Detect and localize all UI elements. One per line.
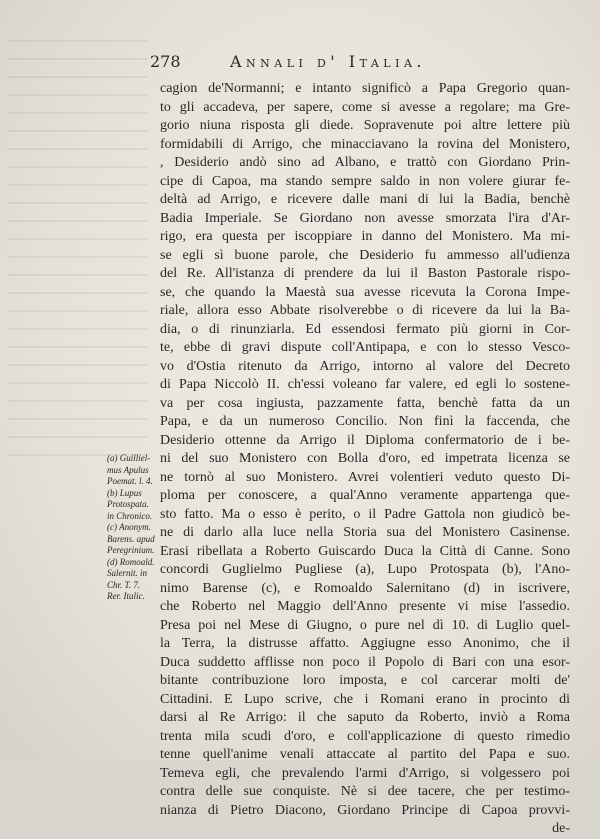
- text-line: ni del suo Monistero con Bolla d'oro, ed impetrata licenza se: [160, 451, 570, 466]
- text-line: Desiderio ottenne da Arrigo il Diploma confermatorio de i be-: [160, 432, 570, 448]
- text-line: contra delle sue conquiste. Nè si dee tacere, che per testimo-: [160, 784, 570, 799]
- text-line: tenne quell'anime venali attaccate al partito del Papa e suo.: [160, 747, 570, 762]
- margin-note-line: Salernit. in: [107, 568, 147, 578]
- margin-note-line: Poemat. l. 4.: [107, 476, 153, 486]
- margin-notes: [107, 453, 163, 603]
- text-line: concordi Guglielmo Pugliese (a), Lupo Protospata (b), l'Ano-: [160, 562, 570, 577]
- text-line: Temeva egli, che prevalendo l'armi d'Arrigo, si volgessero poi: [160, 765, 570, 781]
- margin-note-line: Chr. T. 7.: [107, 579, 141, 590]
- margin-note-line: Protospata.: [107, 499, 149, 509]
- text-line: cipe di Capoa, ma stando sempre saldo in non volere giurar fe-: [160, 173, 570, 189]
- text-line: ploma per conoscere, a qual'Anno veramente appartenga que-: [160, 488, 570, 503]
- text-line: dia, o di rinunziarla. Ed essendosi fermato più giorni in Cor-: [160, 321, 570, 337]
- text-line: rigo, era questa per iscoppiare in danno del Monistero. Ma mi-: [160, 229, 570, 244]
- text-line: Papa, e da un numeroso Concilio. Non finì la faccenda, che: [160, 414, 570, 429]
- text-line: Presa poi nel Mese di Giugno, o pure nel dì 10. di Luglio quel-: [160, 617, 570, 633]
- text-line: di Papa Niccolò II. ch'essi voleano far valere, ed egli lo sostene-: [160, 377, 570, 392]
- margin-note-line: Rer. Italic.: [107, 591, 145, 601]
- text-line: se egli sì buone parole, che Desiderio fu ammesso all'udienza: [160, 247, 570, 263]
- text-line: to gli accadeva, per sapere, come si avesse a regolare; ma Gre-: [160, 99, 570, 115]
- page-header: [150, 52, 570, 76]
- text-line: sto fatto. Ma o esso è perito, o il Padre Gattola non giudicò be-: [160, 506, 570, 522]
- margin-note-line: mus Apulus: [107, 464, 149, 475]
- bleed-through-shadow: [8, 40, 148, 460]
- text-line: nimo Barense (c), e Romoaldo Salernitano (d) in iscrivere,: [160, 580, 570, 596]
- page-number: 278: [150, 52, 181, 71]
- text-line: trenta mila scudi d'oro, e coll'applicazione di questo rimedio: [160, 728, 570, 744]
- text-line: deltà ad Arrigo, e ricevere dalle mani di lui la Badia, benchè: [160, 192, 570, 207]
- margin-note-line: (d) Romoald.: [107, 556, 155, 567]
- text-line: nianza di Pietro Diacono, Giordano Principe di Capoa provvi-: [160, 802, 570, 818]
- margin-note-line: in Chronico.: [107, 510, 153, 521]
- text-line: gorio niuna risposta gli diede. Sopravenute poi altre lettere più: [160, 118, 570, 133]
- text-line: che Roberto nel Maggio dell'Anno presente vi mise l'assedio.: [160, 599, 570, 614]
- text-line: Erasi ribellata a Roberto Guiscardo Duca la Città di Canne. Sono: [160, 543, 570, 559]
- text-line: Duca suddetto afflisse non poco il Popolo di Bari con una esor-: [160, 654, 570, 670]
- text-line: te, ebbe di gravi dispute coll'Antipapa, e con lo stesso Vesco-: [160, 340, 570, 355]
- margin-note-line: Barens. apud: [107, 533, 155, 544]
- text-line: la Terra, la distrusse affatto. Aggiugne esso Anonimo, che il: [160, 636, 570, 651]
- text-line: ne di darlo alla luce nella Storia sua del Monistero Casinense.: [160, 525, 570, 540]
- margin-note-line: Peregrinium.: [107, 545, 155, 555]
- text-line: , Desiderio andò sino ad Albano, e trattò con Giordano Prin-: [160, 155, 570, 170]
- text-line: Cittadini. E Lupo scrive, che i Romani erano in procinto di: [160, 691, 570, 707]
- text-line: del Re. All'istanza di prendere da lui il Baston Pastorale rispo-: [160, 266, 570, 281]
- text-line: vo d'Ostia ritenuto da Arrigo, intorno al valore del Decreto: [160, 358, 570, 374]
- text-line: se, che quando la Maestà sua avesse ricevuta la Corona Impe-: [160, 284, 570, 300]
- margin-note-line: (b) Lupus: [107, 487, 142, 498]
- text-line: Badia Imperiale. Se Giordano non avesse smorzata l'ira d'Ar-: [160, 210, 570, 226]
- text-line: riale, allora esso Abbate risolverebbe o di ricevere da lui la Ba-: [160, 303, 570, 318]
- catchword: de-: [552, 821, 570, 836]
- text-line: darsi al Re Arrigo: il che saputo da Roberto, inviò a Roma: [160, 710, 570, 725]
- running-title: Annali d' Italia.: [230, 52, 426, 71]
- margin-note-line: (a) Guilliel-: [107, 453, 151, 463]
- margin-note-line: (c) Anonym.: [107, 522, 151, 532]
- text-line: formidabili di Arrigo, che minacciavano la rovina del Monistero,: [160, 136, 570, 152]
- text-line: cagion de'Normanni; e intanto significò a Papa Gregorio quan-: [160, 81, 570, 96]
- body-text: [160, 80, 570, 838]
- text-line: ne tornò al suo Monistero. Avrei volentieri veduto questo Di-: [160, 469, 570, 485]
- text-line: bitante contribuzione loro imposta, e col carcerar molti de': [160, 673, 570, 688]
- text-line: va per cosa ingiusta, pazzamente fatta, benchè fatta da un: [160, 395, 570, 411]
